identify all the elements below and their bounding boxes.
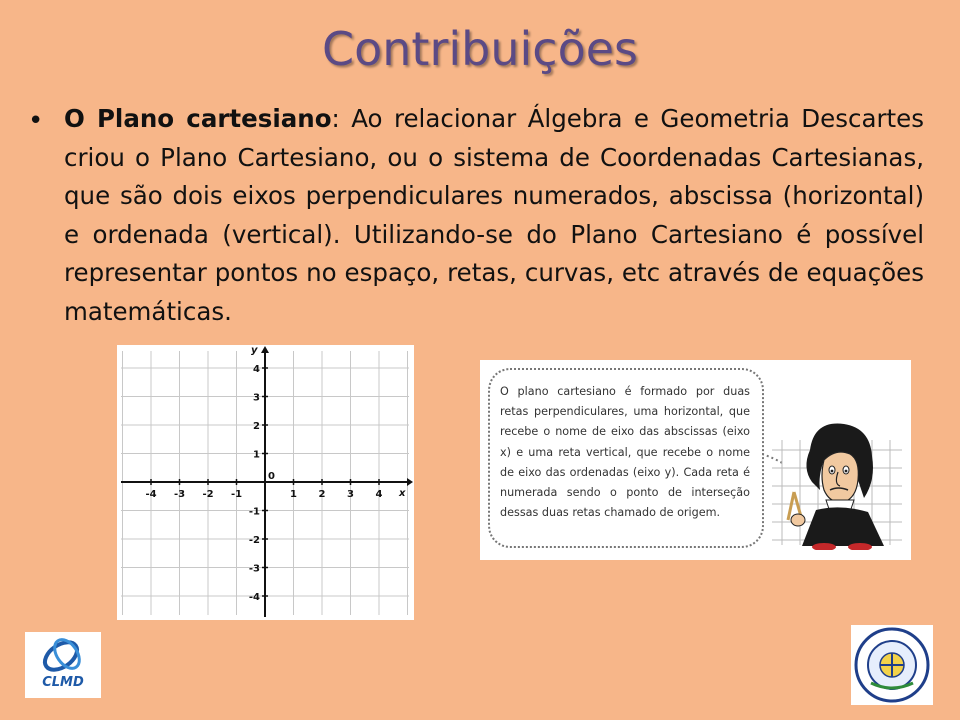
bullet-body: : Ao relacionar Álgebra e Geometria Descartes criou o Plano Cartesiano, ou o sistema de Coordenadas Cartesianas, que são dois eixos perpendiculares numerados, abscissa (horizontal) e ordenada (vertical). Utilizando-se do Plano Cartesiano é possível representar pontos no espaço, retas, curvas, etc através de equações matemáticas. — [64, 104, 924, 326]
bullet-dot-icon: • — [28, 106, 44, 136]
clmd-emblem-icon — [25, 632, 101, 677]
x-tick-label: -2 — [202, 489, 214, 500]
speech-bubble — [488, 368, 764, 548]
x-tick-label: 3 — [347, 489, 354, 500]
x-tick-label: -1 — [230, 489, 243, 500]
y-tick-label: 3 — [253, 392, 260, 404]
origin-label: 0 — [268, 471, 275, 482]
clmd-logo — [25, 632, 101, 698]
cartesian-plane-graph — [117, 345, 414, 620]
y-tick-label: -3 — [248, 563, 260, 575]
x-axis-arrow-icon — [407, 478, 413, 486]
descartes-illustration — [772, 420, 904, 550]
cartesian-plane-svg — [117, 345, 414, 620]
clmd-logo-text: CLMD — [42, 675, 84, 690]
graph-tick-labels — [145, 345, 406, 603]
x-tick-label: 1 — [290, 489, 297, 500]
slide-title: Contribuições — [322, 22, 638, 76]
university-seal-icon — [851, 625, 933, 705]
x-axis-label: x — [399, 488, 406, 499]
y-tick-label: 1 — [253, 449, 260, 461]
bullet-text — [64, 100, 924, 332]
x-tick-label: 2 — [318, 489, 326, 500]
speech-bubble-text: O plano cartesiano é formado por duas retas perpendiculares, uma horizontal, que recebe o nome de eixo das abscissas (eixo x) e uma reta vertical, que recebe o nome de eixo das ordenadas (eixo y). Cada reta é numerada sendo o ponto de interseção dessas duas retas chamado de origem. — [500, 385, 750, 520]
y-tick-label: 4 — [253, 364, 260, 375]
bullet-item — [28, 100, 924, 332]
ufpel-seal-logo — [851, 625, 933, 705]
speech-panel — [480, 360, 911, 560]
x-tick-label: -4 — [145, 489, 157, 500]
y-tick-label: 2 — [253, 421, 260, 432]
x-tick-label: 4 — [375, 489, 383, 500]
bullet-bold-term: O Plano cartesiano — [64, 104, 332, 133]
x-tick-label: -3 — [173, 489, 186, 500]
y-tick-label: -4 — [248, 592, 260, 603]
y-axis-arrow-icon — [261, 346, 269, 353]
graph-axes — [121, 346, 413, 617]
y-tick-label: -2 — [248, 535, 260, 546]
y-tick-label: -1 — [248, 506, 260, 518]
y-axis-label: y — [251, 345, 258, 356]
